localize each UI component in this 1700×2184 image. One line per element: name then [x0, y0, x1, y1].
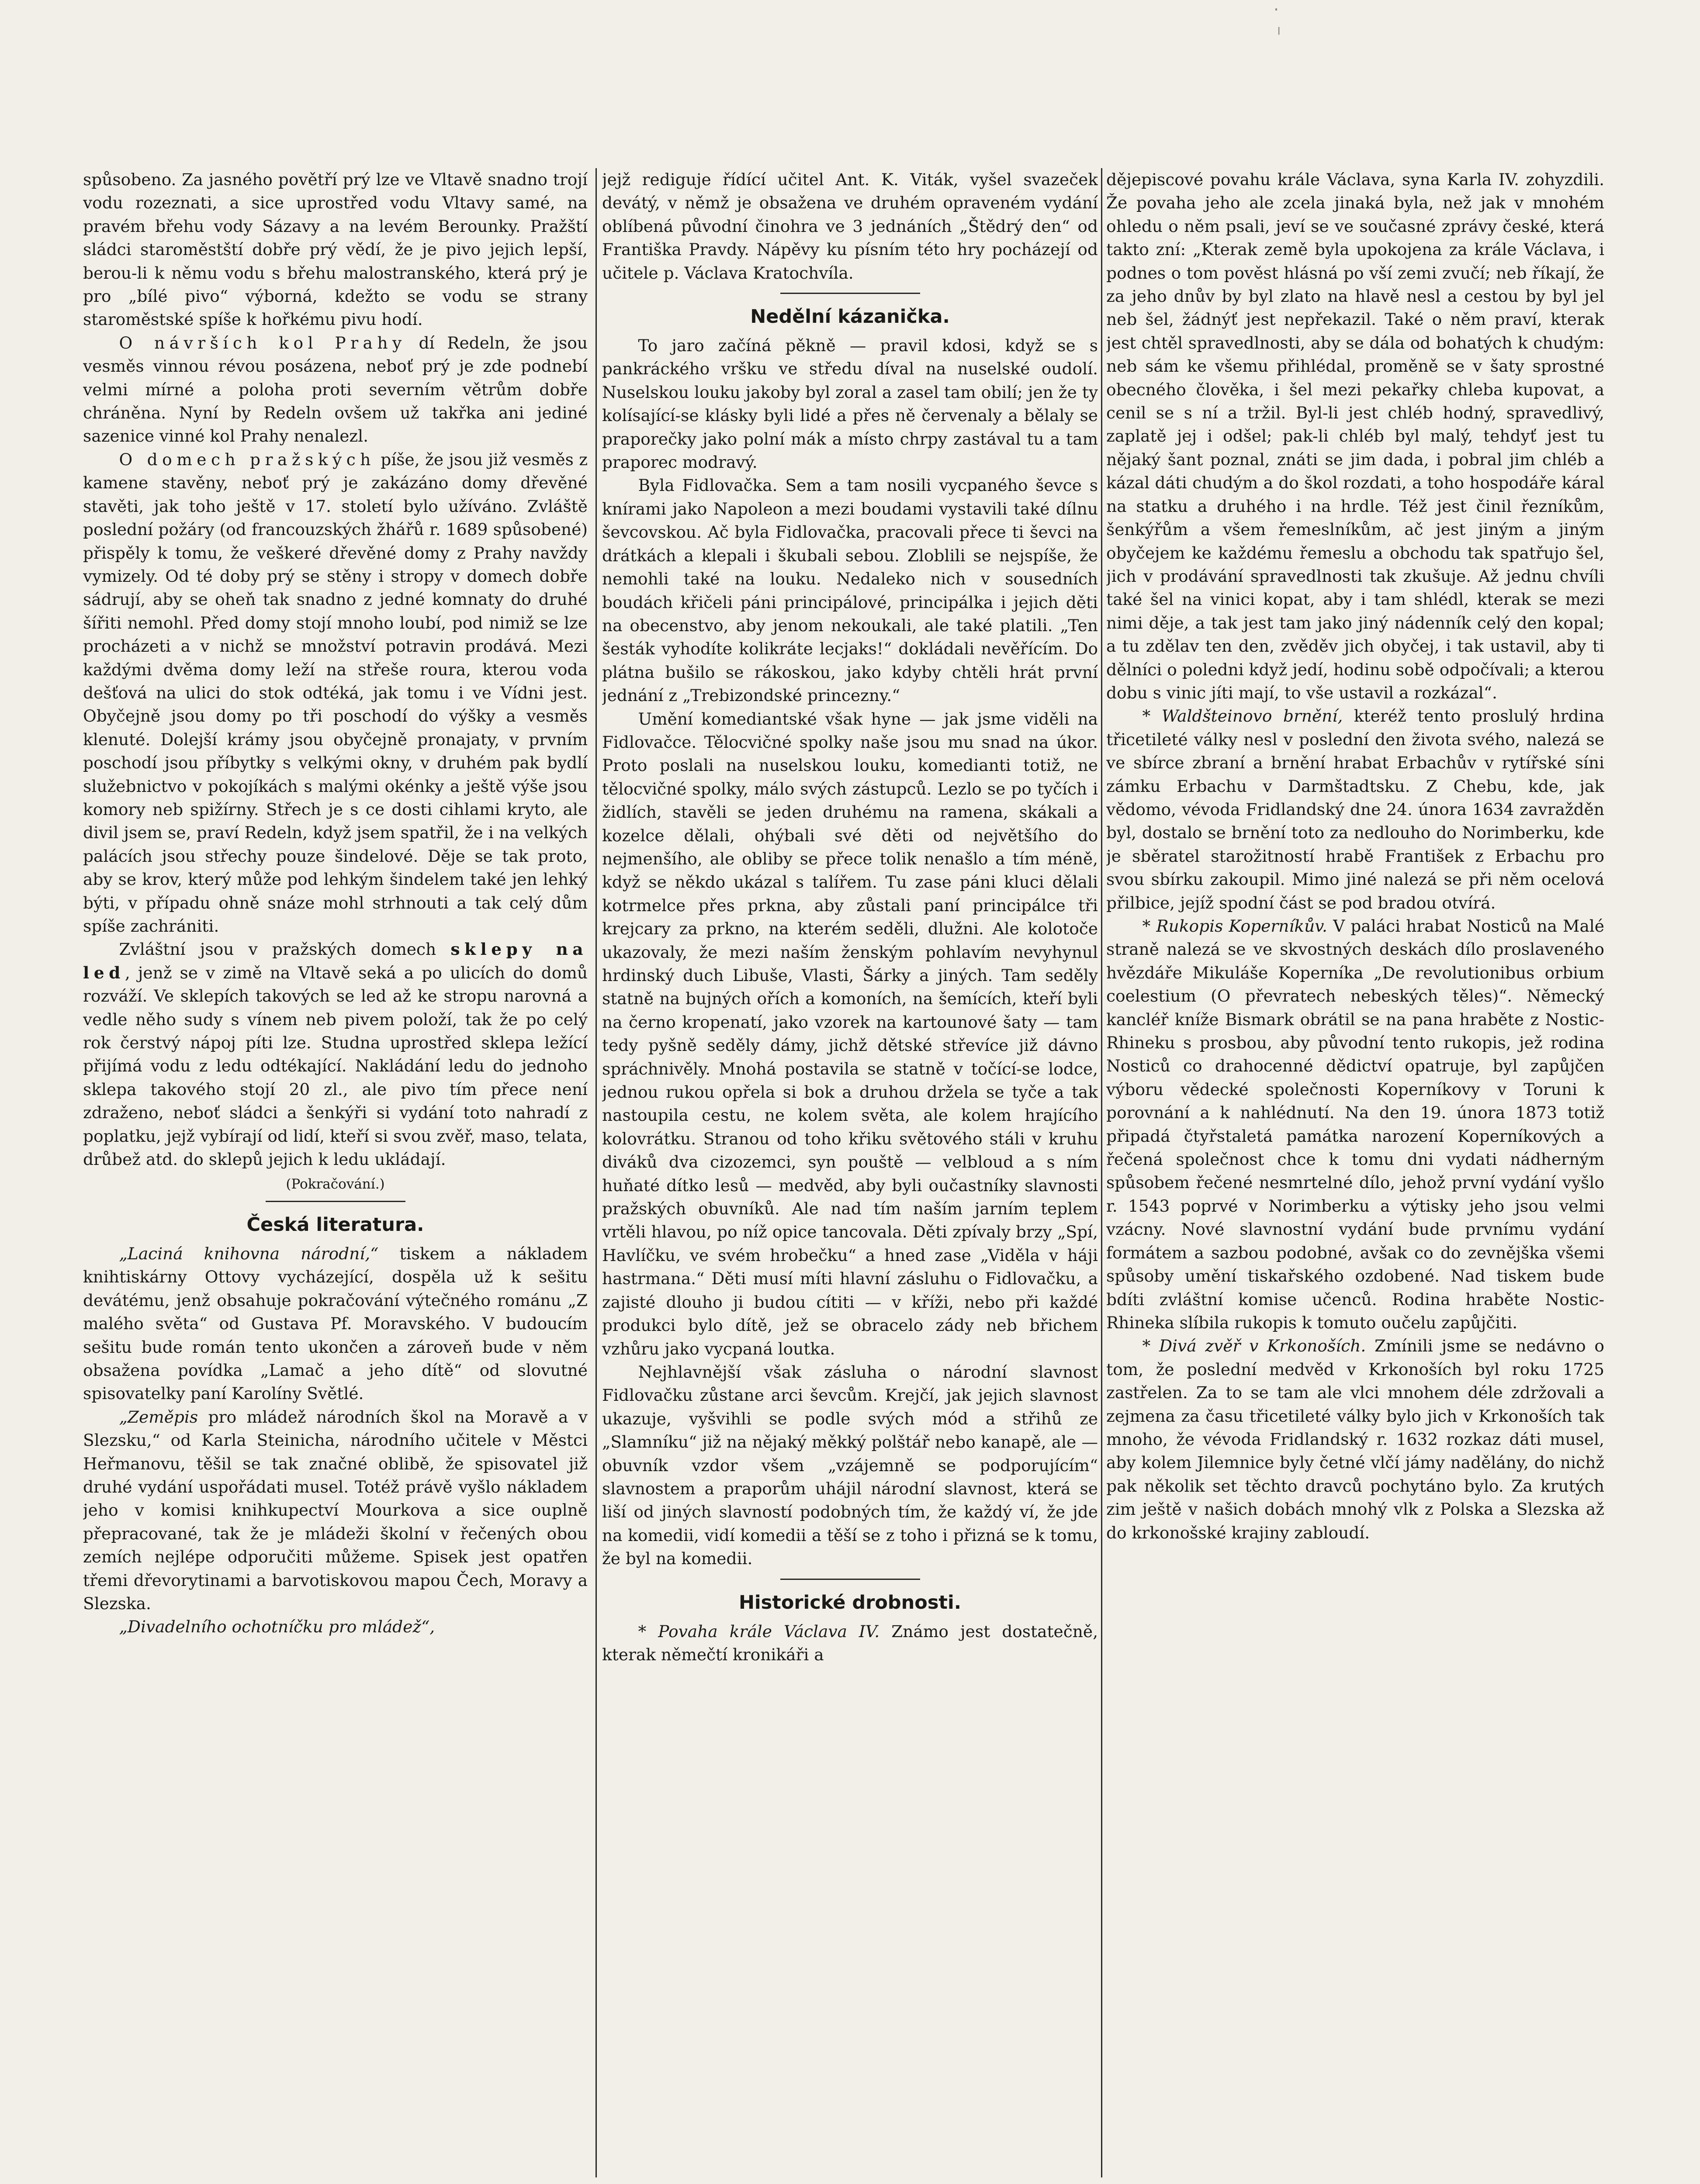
item-title: * Waldšteinovo brnění,	[1142, 706, 1343, 726]
continued-note: (Pokračování.)	[286, 1176, 385, 1192]
paragraph-text: kteréž tento proslulý hrdina třicetileté války nesl v poslední den života svého, nalezá se ve sbírce zbraní a brnění hrabat Erbachův v rytířské síni zámku Erbachu v Darmštadtsku. Z Chebu, kde, jak vědomo, vévoda Fridlandský dne 24. února 1634 zavražděn byl, dostalo se brnění toto za nedlouho do Norimberku, kde je sběratel starožitností hrabě František z Erbachu pro svou sbírku zakoupil. Mimo jiné nalezá se při něm ocelová přilbice, jejíž spodní část se pod bradou otvírá.	[1106, 706, 1604, 912]
paragraph: jejž rediguje řídící učitel Ant. K. Viták, vyšel svazeček devátý, v němž je obsažena ve druhém opraveném vydání oblíbená původní činohra ve 3 jednáních „Štědrý den“ od Františka Pravdy. Nápěvy ku písním této hry pocházejí od učitele p. Václava Kratochvíla.	[602, 170, 1098, 283]
paragraph	[602, 1620, 1098, 1667]
section-heading: Historické drobnosti.	[738, 1591, 962, 1614]
paragraph: spůsobeno. Za jasného povětří prý lze ve Vltavě snadno trojí vodu rozeznati, a sice uprostřed vodu Vltavy samé, na pravém břehu vody Sázavy a na levém Berounky. Pražští sládci staroměstští dobře prý vědí, že je pivo jejich lepší, berou-li k němu vodu s břehu malostranského, která prý je pro „bílé pivo“ výborná, kdežto se vodu se strany staroměstské spíše k hořkému pivu hodí.	[83, 170, 588, 329]
section-rule	[780, 293, 920, 294]
section-heading: Nedělní kázanička.	[750, 306, 950, 328]
section-rule	[266, 1201, 405, 1202]
paragraph	[83, 1242, 588, 1406]
item-title: * Rukopis Koperníkův.	[1142, 916, 1327, 936]
paragraph	[83, 1406, 588, 1616]
paragraph	[83, 938, 588, 1171]
item-title: * Povaha krále Václava IV.	[638, 1621, 880, 1641]
item-title: „Laciná knihovna národní,“	[119, 1244, 379, 1263]
paragraph	[1106, 1334, 1604, 1545]
paragraph-text: Zvláštní jsou v pražských domech	[119, 940, 451, 959]
corner-mark: ·	[1274, 0, 1279, 19]
column-left	[83, 168, 588, 2177]
paragraph-text: pro mládež národních škol na Moravě a v Slezsku,“ od Karla Steinicha, národního učitele v Městci Heřmanovu, těšil se tak značné oblibě, že spisovatel již druhé vydání uspořádati musel. Totéž právě vyšlo nákladem jeho v komisi knihkupectví Mourkova a sice ouplně přepracované, tak že je mládeži školní v řečených obou zemích nejlépe odporučiti můžeme. Spisek jest opatřen třemi dřevorytinami a barvotiskovou mapou Čech, Moravy a Slezska.	[83, 1407, 588, 1613]
item-title: * Divá zvěř v Krkonoších.	[1142, 1336, 1366, 1356]
item-title: „Zeměpis	[119, 1407, 198, 1427]
lead-phrase: sklepy na led	[83, 940, 588, 982]
paragraph-text: Známo jest dostatečně, kterak němečtí kronikáři a	[602, 1621, 1098, 1664]
paragraph-text: tiskem a nákladem knihtiskárny Ottovy vycházející, dospěla už k sešitu devátému, jenž obsahuje pokračování výtečného románu „Z malého světa“ od Gustava Pf. Moravského. V budoucím sešitu bude román tento ukončen a zároveň bude v něm obsažena povídka „Lamač a jeho dítě“ od slovutné spisovatelky paní Karolíny Světlé.	[83, 1244, 588, 1403]
paragraph-text: Zmínili jsme se nedávno o tom, že poslední medvěd v Krkonoších byl roku 1725 zastřelen. Za to se tam ale vlci mnohem déle zdržovali a zejmena za času třicetileté války bylo jich v Krkonoších tak mnoho, že vévoda Fridlandský r. 1632 rozkaz dáti musel, aby kolem Jilemnice byly četné vlčí jámy nadělány, do nichž pak několik set těchto dravců pochytáno bylo. Za krutých zim ještě v našich dobách mnohý vlk z Polska a Slezska až do krkonošské krajiny zabloudí.	[1106, 1336, 1604, 1542]
item-title: „Divadelního ochotníčku pro mládež“,	[119, 1617, 435, 1637]
paragraph: Umění komediantské však hyne — jak jsme viděli na Fidlovačce. Tělocvičné spolky naše jsou mu snad na úkor. Proto poslali na nuselskou louku, komedianti totiž, ne tělocvičné spolky, málo svých zástupců. Lezlo se po tyčích i židlích, stavěli se jeden druhému na ramena, skákali a kozelce dělali, ohýbali své děti od největšího do nejmenšího, ale obliby se přece tolik nenašlo a tím méně, když se někdo ukázal s talířem. Tu zase páni kluci dělali kotrmelce přes prkna, aby zůstali paní principálce tři krejcary za prkno, na kterém seděli, dlužni. Ale kolotoče ukazovaly, že mezi naším ženským pohlavím nevyhynul hrdinský duch Libuše, Vlasti, Šárky a jiných. Tam seděly statně na bujných ořích a komoních, na šemících, kteří byli na černo kropenatí, jako vzorek na kartounové šaty — tam tedy pyšně seděly dámy, jichž dětské střevíce již dávno spráchnivěly. Mnohá postavila se statně v točící-se lodce, jednou rukou opřela si bok a druhou držela se tyče a tak nastoupila cestu, ne kolem světa, ale kolem hrajícího kolovrátku. Stranou od toho křiku světového stáli v kruhu diváků dva cizozemci, syn pouště — velbloud a s ním huňaté dítko lesů — medvěd, aby byli oučastníky slavnosti pražských obuvníků. Ale nad tím naším jarním teplem vrtěli hlavou, po níž opice tancovala. Děti zpívaly brzy „Spí, Havlíčku, ve svém hrobečku“ a hned zase „Viděla v háji hastrmana.“ Děti musí míti hlavní zásluhu o Fidlovačku, a zajisté dlouho ji budou cítiti — v kříži, nebo při každé produkci bylo dítě, jež se obracelo zády neb břichem vzhůru jako vycpaná loutka.	[602, 709, 1098, 1358]
paragraph-text: dí Redeln, že jsou vesměs vinnou révou posázena, neboť prý je zde podnebí velmi mírné a poloha proti severním větrům dobře chráněna. Nyní by Redeln ovšem už takřka ani jediné sazenice vinné kol Prahy nenalezl.	[83, 333, 588, 446]
section-heading: Česká literatura.	[246, 1213, 424, 1236]
column-middle	[602, 168, 1098, 2177]
paragraph: Nejhlavnější však zásluha o národní slavnost Fidlovačku zůstane arci ševcům. Krejčí, jak jejich slavnost ukazuje, vyšvihli se podle svých mód a střihů ze „Slamníku“ již na nějaký měkký polštář nebo kanapě, ale — obuvník vzdor všem „vzájemně se podporujícím“ slavnostem a praporům uhájil národní slavnost, která se liší od jiných slavností podobných tím, že každý ví, že jde na komedii, vidí komedii a těší se z toho i přizná se k tomu, že byl na komedii.	[602, 1362, 1098, 1569]
paragraph: dějepiscové povahu krále Václava, syna Karla IV. zohyzdili. Že povaha jeho ale zcela jinaká byla, než jak v mnohém ohledu o něm psali, jeví se ve současné zprávy české, která takto zní: „Kterak země byla upokojena za krále Václava, i podnes o tom pověst hlásná po vší zemi zvučí; neb říkají, že za jeho dnův by byl zlato na hlavě nesl a cestou by byl jel neb šel, žádnýť jest nepřekazil. Také o něm praví, kterak jest chtěl spravedlnosti, aby se dála od bohatých k chudým: neb sám ke všemu přihlédal, proměně se v šaty sprostné obecného člověka, i šel mezi pekařky chleba kupovat, a cenil se s ní a tržil. Byl-li jest chléb hodný, spravedlivý, zaplatě jej i odšel; pak-li chléb byl malý, tehdyť jest tu nějaký šant poznal, znáti se jim dada, i pobral jim chléb a kázal dáti chudým a do škol rozdati, a toho hospodáře káral na statku a druhého i na hrdle. Též jest činil řezníkům, šenkýřům a všem řemeslníkům, ač jest jiným a jiným obyčejem ke každému řemeslu a obchodu tak spatřujo šel, jich v prodávání spravedlnosti tak zkušuje. Až jednu chvíli také šel na vinici kopat, aby i tam shlédl, kterak se mezi nimi děje, a tak jest tam jako jiný nádenník celý den kopal; a tu zdělav ten den, zvěděv jich obyčej, i tak ustavil, aby ti dělníci o poledni když jedí, hodinu sobě odpočívali; a kterou dobu s vinic jíti mají, to vše ustavil a rozkázal“.	[1106, 170, 1604, 702]
paragraph	[83, 448, 588, 938]
lead-phrase: O domech pražských	[119, 449, 375, 469]
paragraph: Byla Fidlovačka. Sem a tam nosili vycpaného ševce s knírami jako Napoleon a mezi boudami vystavili také dílnu ševcovskou. Ač byla Fidlovačka, pracovali přece ti ševci na drátkách a klepali i škubali sebou. Zloblili se nejspíše, že nemohli také na louku. Nedaleko nich v sousedních boudách křičeli páni principálové, principálka i jejich děti na obecenstvo, aby jenom nekoukali, ale také platili. „Ten šesták vyhodíte kolikráte lecjaks!“ dokládali nevěřícím. Do plátna bušilo se rákoskou, jako kdyby chtěli hrát první jednání z „Trebizondské princezny.“	[602, 476, 1098, 705]
column-divider	[1101, 168, 1102, 2177]
paragraph-text: , jenž se v zimě na Vltavě seká a po ulicích do domů rozváží. Ve sklepích takových se led až ke stropu narovná a vedle něho sudy s vínem neb pivem položí, tak že po celý rok čerstvý nápoj píti lze. Studna uprostřed sklepa ležící přijímá vodu z ledu odtékající. Nakládání ledu do jednoho sklepa takového stojí 20 zl., ale pivo tím přece není zdraženo, neboť sládci a šenkýři si vydání toto nahradí z poplatku, jejž vybírají od lidí, kteří si svou zvěř, maso, telata, drůbež atd. do sklepů jejich k ledu ukládají.	[83, 963, 588, 1169]
paragraph	[83, 1615, 588, 1638]
section-rule	[780, 1579, 920, 1580]
paragraph	[83, 332, 588, 448]
paragraph: To jaro začíná pěkně — pravil kdosi, když se s pankráckého vršku ve středu díval na nuselské oudolí. Nuselskou louku jakoby byl zoral a zasel tam obilí; jen že ty kolísající-se klásky byli lidé a přes ně červenaly a bělaly se praporečky jako polní mák a místo chrpy zastával tu a tam praporec modravý.	[602, 336, 1098, 472]
lead-phrase: O návrších kol Prahy	[119, 333, 406, 352]
column-right	[1106, 168, 1604, 2177]
corner-mark: ╷	[1275, 20, 1283, 35]
paragraph-text: píše, že jsou již vesměs z kamene stavěny, neboť prý je zakázáno domy dřevěné stavěti, jak toho ještě v 17. století bylo užíváno. Zvláště poslední požáry (od francouzských žhářů r. 1689 spůsobené) přispěly k tomu, že veškeré dřevěné domy z Prahy navždy vymizely. Od té doby prý se stěny i stropy v domech dobře sádrují, aby se oheň tak snadno z jedné komnaty do druhé šířiti nemohl. Před domy stojí mnoho loubí, pod nimiž se lze procházeti a v nichž se množství potravin prodává. Mezi každými dvěma domy leží na střeše roura, kterou voda dešťová na ulici do stok odtéká, jak tomu i ve Vídni jest. Obyčejně jsou domy po tři poschodí do výšky a vesměs klenuté. Dolejší krámy jsou obyčejně pronajaty, v prvním poschodí jsou příbytky s velkými okny, v druhém pak bydlí služebnictvo v pokojíkách s malými okénky a ještě výše jsou komory neb spižírny. Střech je s ce dosti cihlami kryto, ale divil jsem se, praví Redeln, když jsem spatřil, že i na velkých palácích jsou střechy pouze šindelové. Děje se tak proto, aby se krov, který může pod lehkým šindelem také jen lehký býti, v případu ohně snáze mohl strhnouti a tak celý dům spíše zachrániti.	[83, 449, 588, 936]
paragraph	[1106, 705, 1604, 915]
column-divider	[596, 168, 597, 2177]
paragraph	[1106, 915, 1604, 1334]
paragraph-text: V paláci hrabat Nosticů na Malé straně nalezá se ve skvostných deskách dílo proslaveného hvězdáře Mikuláše Koperníka „De revolutionibus orbium coelestium (O převratech nebeských těles)“. Německý kancléř kníže Bismark obrátil se na pana hraběte z Nostic-Rhineku s prosbou, aby původní tento rukopis, jež rodina Nosticů co drahocenné dědictví opatruje, byl zapůjčen výboru vědecké společnosti Koperníkovy v Toruni k porovnání a k nahlédnutí. Na den 19. února 1873 totiž připadá čtyřstaletá památka narození Koperníkových a řečená společnost chce k tomu dni vydati nádherným spůsobem řečené nesmrtelné dílo, jehož první vydání vyšlo r. 1543 poprvé v Norimberku a výtisky jeho jsou velmi vzácny. Nové slavnostní vydání bude prvnímu vydání formátem a sazbou podobné, avšak co do zevnějška všemi spůsoby umění tiskařského ozdobené. Nad tiskem bude bdíti zvláštní komise učenců. Rodina hraběte Nostic-Rhineka slíbila rukopis k tomuto oučelu zapůjčiti.	[1106, 916, 1604, 1332]
